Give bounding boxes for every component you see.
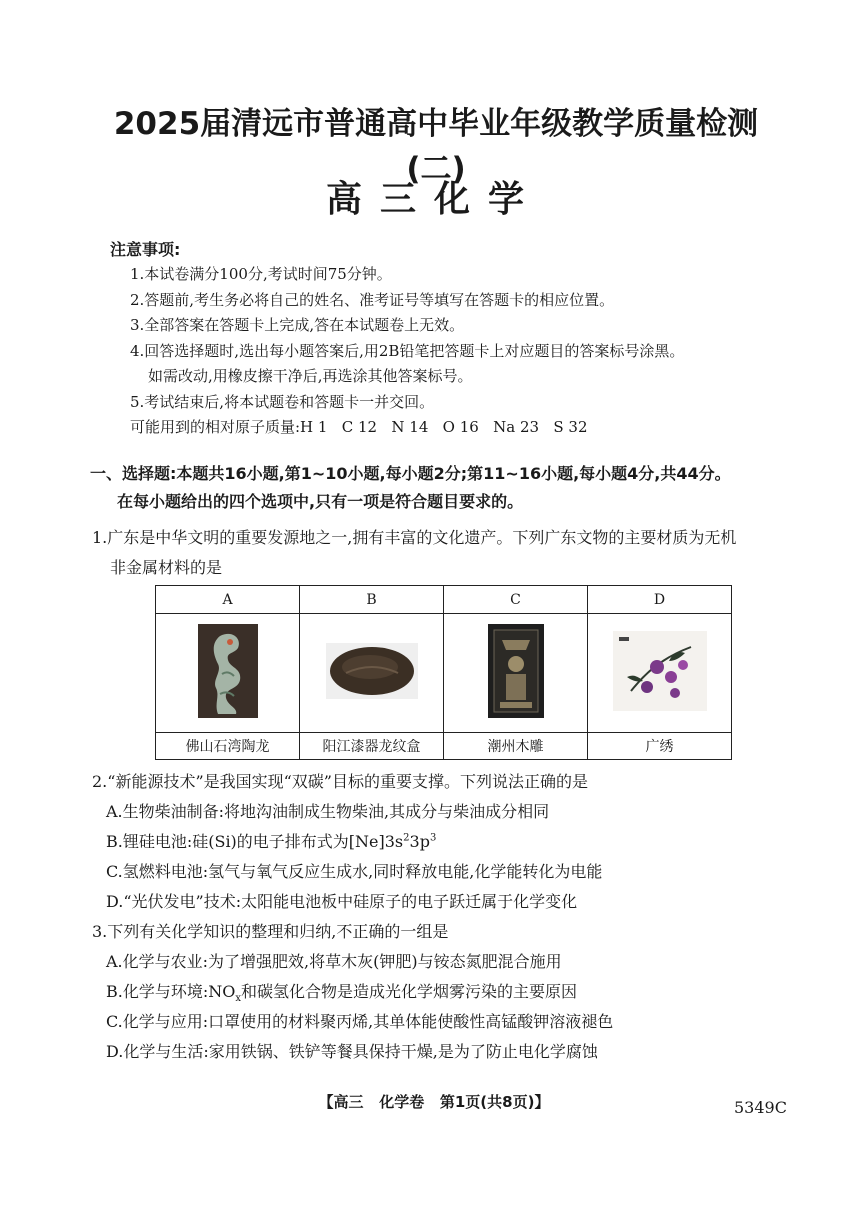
question-3-option-a: A.化学与农业:为了增强肥效,将草木灰(钾肥)与铵态氮肥混合施用 xyxy=(106,952,562,971)
relic-photo-c xyxy=(444,614,588,733)
col-label-b: B xyxy=(300,586,444,614)
relic-name-d: 广绣 xyxy=(588,733,732,760)
relic-name-c: 潮州木雕 xyxy=(444,733,588,760)
notice-item: 如需改动,用橡皮擦干净后,再选涂其他答案标号。 xyxy=(148,367,473,385)
embroidery-image xyxy=(613,631,707,711)
notice-item: 5.考试结束后,将本试题卷和答题卡一并交回。 xyxy=(130,392,435,411)
question-3-stem: 3.下列有关化学知识的整理和归纳,不正确的一组是 xyxy=(92,922,449,941)
relic-photo-b xyxy=(300,614,444,733)
question-2 xyxy=(92,767,852,917)
question-1-stem-cont: 非金属材料的是 xyxy=(110,558,223,577)
notice-item: 2.答题前,考生务必将自己的姓名、准考证号等填写在答题卡的相应位置。 xyxy=(130,290,615,309)
col-label-c: C xyxy=(444,586,588,614)
exam-title: 2025届清远市普通高中毕业年级教学质量检测(二) xyxy=(113,106,759,187)
relic-photo-a xyxy=(156,614,300,733)
question-2-option-b: B.锂硅电池:硅(Si)的电子排布式为$[Ne]3s^23p^3$ xyxy=(106,832,437,851)
notice-item: 3.全部答案在答题卡上完成,答在本试题卷上无效。 xyxy=(130,316,465,334)
page-footer: 【高三 化学卷 第1页(共8页)】 xyxy=(318,1093,550,1111)
col-label-a: A xyxy=(156,586,300,614)
question-2-option-a: A.生物柴油制备:将地沟油制成生物柴油,其成分与柴油成分相同 xyxy=(106,802,550,821)
section-subtitle: 在每小题给出的四个选项中,只有一项是符合题目要求的。 xyxy=(117,492,524,511)
notice-heading: 注意事项: xyxy=(110,240,181,259)
question-3 xyxy=(92,917,852,1067)
lacquer-box-image xyxy=(326,643,418,699)
question-2-option-c: C.氢燃料电池:氢气与氧气反应生成水,同时释放电能,化学能转化为电能 xyxy=(106,862,603,881)
question-2-stem: 2.“新能源技术”是我国实现“双碳”目标的重要支撑。下列说法正确的是 xyxy=(92,772,588,791)
relic-name-b: 阳江漆器龙纹盒 xyxy=(300,733,444,760)
question-3-option-c: C.化学与应用:口罩使用的材料聚丙烯,其单体能使酸性高锰酸钾溶液褪色 xyxy=(106,1012,614,1031)
section-title: 一、选择题:本题共16小题,第1~10小题,每小题2分;第11~16小题,每小题4分,共44分。 xyxy=(90,464,731,483)
notice-list xyxy=(130,262,830,441)
section-heading xyxy=(90,460,850,516)
question-3-option-b: B.化学与环境$:NO_x$和碳氢化合物是造成光化学烟雾污染的主要原因 xyxy=(106,982,578,1005)
question-1 xyxy=(92,523,852,583)
relics-table xyxy=(155,585,732,760)
paper-code: 5349C xyxy=(734,1098,787,1117)
col-label-d: D xyxy=(588,586,732,614)
notice-item: 4.回答选择题时,选出每小题答案后,用2B铅笔把答题卡上对应题目的答案标号涂黑。 xyxy=(130,341,685,360)
question-3-option-d: D.化学与生活:家用铁锅、铁铲等餐具保持干燥,是为了防止电化学腐蚀 xyxy=(106,1042,598,1061)
atomic-mass-line: 可能用到的相对原子质量:H 1 C 12 N 14 O 16 Na 23 S 32 xyxy=(130,418,588,436)
relic-photo-d xyxy=(588,614,732,733)
question-1-stem: 1.广东是中华文明的重要发源地之一,拥有丰富的文化遗产。下列广东文物的主要材质为无机 xyxy=(92,528,737,547)
question-2-option-d: D.“光伏发电”技术:太阳能电池板中硅原子的电子跃迁属于化学变化 xyxy=(106,892,578,911)
notice-item: 1.本试卷满分100分,考试时间75分钟。 xyxy=(130,265,392,283)
subject-title: 高三化学 xyxy=(325,179,542,220)
ceramic-dragon-image xyxy=(198,624,258,718)
relic-name-a: 佛山石湾陶龙 xyxy=(156,733,300,760)
wood-carving-image xyxy=(488,624,544,718)
